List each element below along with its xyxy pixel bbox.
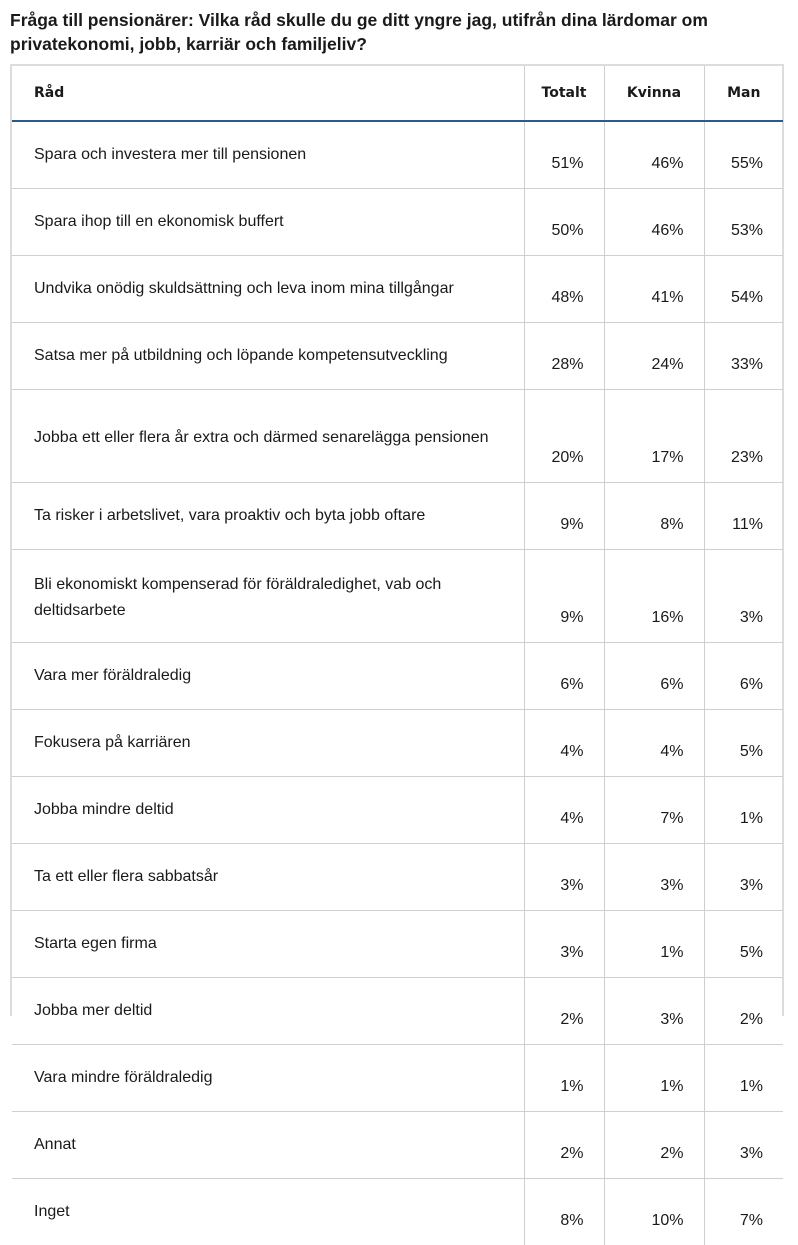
cell-kvinna: 3%: [604, 978, 704, 1045]
cell-man: 23%: [704, 390, 783, 483]
cell-totalt: 48%: [524, 256, 604, 323]
table-row: [12, 121, 783, 189]
column-header-totalt: Totalt: [524, 66, 604, 121]
cell-totalt: 2%: [524, 1112, 604, 1179]
cell-totalt: 2%: [524, 978, 604, 1045]
cell-kvinna: 7%: [604, 777, 704, 844]
cell-kvinna: 4%: [604, 710, 704, 777]
cell-rad: Jobba ett eller flera år extra och därmed senarelägga pensionen: [12, 390, 524, 483]
cell-kvinna: 41%: [604, 256, 704, 323]
table-row: [12, 643, 783, 710]
cell-man: 1%: [704, 777, 783, 844]
table-row: [12, 256, 783, 323]
cell-rad: Starta egen firma: [12, 911, 524, 978]
table-row: [12, 1179, 783, 1245]
cell-totalt: 50%: [524, 189, 604, 256]
cell-rad: Inget: [12, 1179, 524, 1245]
table-body: [12, 121, 783, 1245]
cell-kvinna: 46%: [604, 121, 704, 189]
table-row: [12, 911, 783, 978]
cell-man: 5%: [704, 710, 783, 777]
cell-rad: Bli ekonomiskt kompenserad för föräldraledighet, vab och deltidsarbete: [12, 550, 524, 643]
cell-man: 54%: [704, 256, 783, 323]
table-title: Fråga till pensionärer: Vilka råd skulle du ge ditt yngre jag, utifrån dina lärdomar om privatekonomi, jobb, karriär och familjeliv?: [10, 8, 780, 56]
table-row: [12, 483, 783, 550]
cell-rad: Ta ett eller flera sabbatsår: [12, 844, 524, 911]
cell-man: 1%: [704, 1045, 783, 1112]
cell-totalt: 28%: [524, 323, 604, 390]
cell-totalt: 9%: [524, 483, 604, 550]
cell-kvinna: 16%: [604, 550, 704, 643]
table-row: [12, 978, 783, 1045]
column-header-man: Man: [704, 66, 783, 121]
cell-totalt: 4%: [524, 710, 604, 777]
cell-rad: Fokusera på karriären: [12, 710, 524, 777]
cell-kvinna: 1%: [604, 911, 704, 978]
table-row: [12, 710, 783, 777]
cell-kvinna: 6%: [604, 643, 704, 710]
table-row: [12, 1045, 783, 1112]
cell-man: 6%: [704, 643, 783, 710]
cell-totalt: 4%: [524, 777, 604, 844]
cell-kvinna: 24%: [604, 323, 704, 390]
cell-man: 53%: [704, 189, 783, 256]
cell-man: 7%: [704, 1179, 783, 1245]
cell-kvinna: 3%: [604, 844, 704, 911]
table-row: [12, 323, 783, 390]
cell-totalt: 3%: [524, 844, 604, 911]
cell-kvinna: 10%: [604, 1179, 704, 1245]
results-table: [12, 66, 783, 1245]
cell-man: 11%: [704, 483, 783, 550]
cell-rad: Spara ihop till en ekonomisk buffert: [12, 189, 524, 256]
cell-man: 33%: [704, 323, 783, 390]
cell-rad: Spara och investera mer till pensionen: [12, 121, 524, 189]
cell-man: 2%: [704, 978, 783, 1045]
table-row: [12, 777, 783, 844]
table-row: [12, 390, 783, 483]
cell-kvinna: 17%: [604, 390, 704, 483]
column-header-rad: Råd: [12, 66, 524, 121]
cell-man: 5%: [704, 911, 783, 978]
cell-rad: Jobba mer deltid: [12, 978, 524, 1045]
cell-totalt: 6%: [524, 643, 604, 710]
cell-totalt: 1%: [524, 1045, 604, 1112]
cell-totalt: 20%: [524, 390, 604, 483]
cell-rad: Satsa mer på utbildning och löpande kompetensutveckling: [12, 323, 524, 390]
header-row: [12, 66, 783, 121]
cell-man: 3%: [704, 550, 783, 643]
column-header-kvinna: Kvinna: [604, 66, 704, 121]
cell-rad: Jobba mindre deltid: [12, 777, 524, 844]
cell-totalt: 51%: [524, 121, 604, 189]
table-row: [12, 189, 783, 256]
cell-kvinna: 8%: [604, 483, 704, 550]
cell-rad: Ta risker i arbetslivet, vara proaktiv och byta jobb oftare: [12, 483, 524, 550]
table-row: [12, 550, 783, 643]
cell-rad: Vara mindre föräldraledig: [12, 1045, 524, 1112]
table-row: [12, 1112, 783, 1179]
cell-kvinna: 46%: [604, 189, 704, 256]
cell-totalt: 8%: [524, 1179, 604, 1245]
table-row: [12, 844, 783, 911]
cell-man: 3%: [704, 844, 783, 911]
cell-rad: Annat: [12, 1112, 524, 1179]
cell-kvinna: 2%: [604, 1112, 704, 1179]
cell-rad: Undvika onödig skuldsättning och leva inom mina tillgångar: [12, 256, 524, 323]
cell-rad: Vara mer föräldraledig: [12, 643, 524, 710]
cell-totalt: 9%: [524, 550, 604, 643]
cell-man: 55%: [704, 121, 783, 189]
cell-totalt: 3%: [524, 911, 604, 978]
cell-man: 3%: [704, 1112, 783, 1179]
cell-kvinna: 1%: [604, 1045, 704, 1112]
